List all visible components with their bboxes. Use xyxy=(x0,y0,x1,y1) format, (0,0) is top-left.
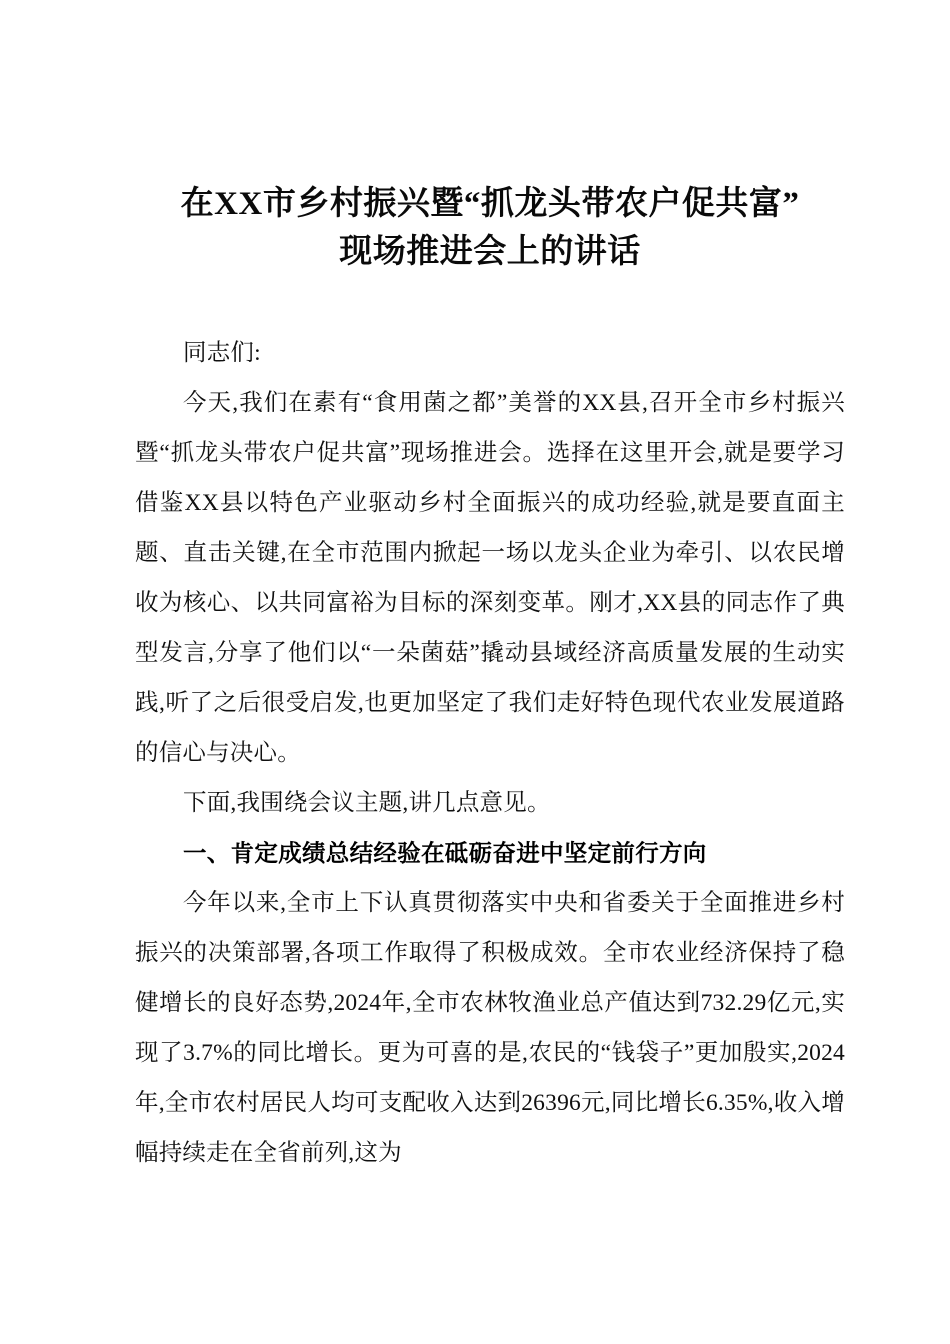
section-one-paragraph-1: 今年以来,全市上下认真贯彻落实中央和省委关于全面推进乡村振兴的决策部署,各项工作取得了积极成效。全市农业经济保持了稳健增长的良好态势,2024年,全市农林牧渔业总产值达到732.29亿元,实现了3.7%的同比增长。更为可喜的是,农民的“钱袋子”更加殷实,2024年,全市农村居民人均可支配收入达到26396元,同比增长6.35%,收入增幅持续走在全省前列,这为 xyxy=(135,890,845,1166)
document-title-line-1: 在XX市乡村振兴暨“抓龙头带农户促共富” xyxy=(180,186,800,222)
document-title-line-2: 现场推进会上的讲话 xyxy=(339,234,641,270)
intro-paragraph-2: 下面,我围绕会议主题,讲几点意见。 xyxy=(183,790,551,816)
intro-paragraph-1: 今天,我们在素有“食用菌之都”美誉的XX县,召开全市乡村振兴暨“抓龙头带农户促共富”现场推进会。选择在这里开会,就是要学习借鉴XX县以特色产业驱动乡村全面振兴的成功经验,就是要直面主题、直击关键,在全市范围内掀起一场以龙头企业为牵引、以农民增收为核心、以共同富裕为目标的深刻变革。刚才,XX县的同志作了典型发言,分享了他们以“一朵菌菇”撬动县域经济高质量发展的生动实践,听了之后很受启发,也更加坚定了我们走好特色现代农业发展道路的信心与决心。 xyxy=(135,390,845,766)
document-title xyxy=(135,180,845,276)
salutation: 同志们: xyxy=(183,340,261,366)
section-heading-one: 一、肯定成绩总结经验在砥砺奋进中坚定前行方向 xyxy=(183,840,707,866)
document-body xyxy=(135,328,845,1178)
